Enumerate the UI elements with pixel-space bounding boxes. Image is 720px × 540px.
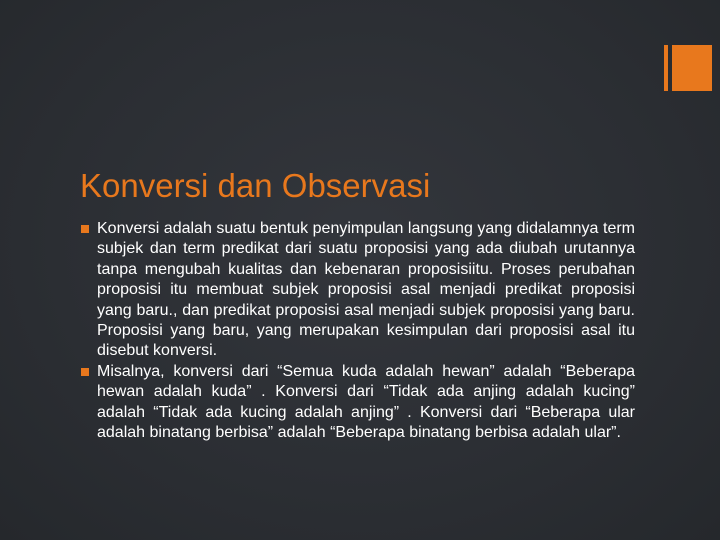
bullet-item <box>80 219 635 362</box>
bullet-text: Misalnya, konversi dari “Semua kuda adalah hewan” adalah “Beberapa hewan adalah kuda” . Konversi dari “Tidak ada anjing adalah kucing” adalah “Tidak ada kucing adalah anjing” . Konversi dari “Beberapa ular adalah binatang berbisa” adalah “Beberapa binatang berbisa adalah ular”. <box>97 362 635 442</box>
accent-bar-thick <box>672 45 712 91</box>
bullet-text: Konversi adalah suatu bentuk penyimpulan langsung yang didalamnya term subjek dan term predikat dari suatu proposisi yang ada diubah urutannya tanpa mengubah kualitas dan kebenaran proposisiitu. Proses perubahan proposisi itu membuat subjek proposisi asal menjadi predikat proposisi yang baru., dan predikat proposisi asal menjadi subjek proposisi yang baru. Proposisi yang baru, yang merupakan kesimpulan dari proposisi asal itu disebut konversi. <box>97 220 635 360</box>
square-bullet-icon <box>81 225 89 233</box>
accent-bar-thin <box>664 45 668 91</box>
bullet-list <box>80 219 635 443</box>
square-bullet-icon <box>81 368 89 376</box>
slide-title: Konversi dan Observasi <box>80 167 431 204</box>
bullet-item <box>80 362 635 444</box>
